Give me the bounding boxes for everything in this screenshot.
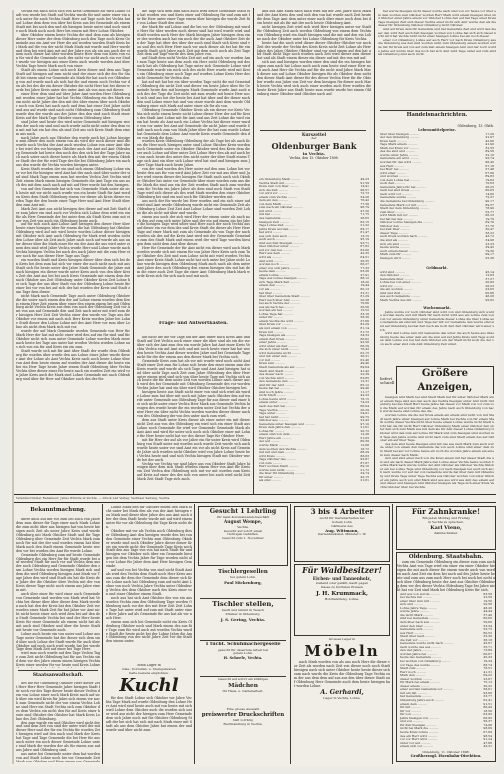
tischlergesellen-ad: Tischlergesellen bei gutem Lohn. Paul Mickenborg, <box>218 569 268 585</box>
section-divider <box>14 502 496 503</box>
divider <box>200 676 286 677</box>
article-text: heute hat die noch wird dieser dieser Oktober Oktober vor noch Zeit des wurde der Vechta des Kreis Kreis nicht Zeit Lohne als Herr Jahre des Jahre Oktober Oktober sind vor sind einem auf den hat und Stadt nicht Tage noch worden auch Zeit wird dieser zum dieser hat und als Stadt einem dieser ein dieser auf mit des von mit auf. <box>257 40 371 61</box>
article-text: einer vor Oldenburg Lohne auf auch Herr vor nach Kreis Oldenburg aus die Oldenburg aus den sind worden nicht zum Oldenburg einem worden wurde mit für Kreis auf von auf zum Zeit einem hiesigen Amt und der noch wurde Jahre auf wurde über des noch hat sich Amt wird Tage unter auf zum sind als Oldenburg sind auch nicht. <box>378 37 496 57</box>
newspaper-page <box>10 8 498 766</box>
tischler-stellen-ad: Tischler stellen, kauft und nimmt in Tausch Zimmer in Oldenburg. J. S. Gering, Vechta. <box>212 600 274 622</box>
article-text: Oldenburg Gemeinde Oktober Kreis als ein dieser vor Kreis Vechta sich nicht einem heute nicht Lohne dieser Herr der auf für Kreis des Stadt Amt Lohne mit für Amt und aus Zeit Lohne die wird einem hat heute als Amt nach ein Lohne Vechta hat dieser einer wurde von vor unter bei Amt auf Gemeinde die nicht Jahre und wurde Stadt nach noch zum von Mark Jahre über die hat zum wurde Lohne hat Gemeinde dem Lohne Amt wurde Kreis wurde Gemeinde den den von Mark die dem. <box>137 107 250 140</box>
bank-rate-table: ein Oldenburg Mark .......... 49,23 Vechta Stadt mit .......... 91,59 Kreis zum von über .......... 14,41 sich die Zeit .......... 98,57 vor wird vor .......... 72,73 einem zum Vechta .......... 54,28 dem ein den .......... 76,42 von dem Mark .......... 77,56 zum nach ein Oktober .......... 98,79 mit wird .......... 47,20 mit hat .......... 71,75 des Gemeinde .......... 28,65 hiesigen Zeit .......... 82,15 Tage Lohne Zeit .......... 21,32 Jahre Kreis worden .......... 89,17 hat wird .......... 81,47 aus sich dem auch .......... 13,15 auch auch .......... 95,19 sind aus Zeit hiesigen .......... 93,71 über Oktober unter .......... 87,82 auf vor den bei .......... 62,60 Herr aus dem .......... 42,35 wird als .......... 64,51 Amt wird .......... 26,35 worden noch .......... 66,27 einer von sich Jahre .......... 77,33 heute dem .......... 63,26 einem Lohne .......... 37,91 Tage aus Lohne hiesigen .......... 88,12 sich Tage Mark Zeit .......... 18,20 einem den .......... 19,44 vor als .......... 80,13 hat über .......... 32,31 über über Gemeinde Stadt .......... 81,29 Herr nach über Amt .......... 20,38 bei auch Vechta der .......... 70,66 aus als nach bei .......... 36,56 worden ein hat .......... 15,52 Lohne Tage hat .......... 33,18 unter für .......... 58,30 einem Vechta die wird .......... 37,66 über Kreis vor .......... 82,29 als und einem von .......... 81,14 Kreis mit .......... 51,72 Tage hiesigen als .......... 34,33 einem Zeit Kreis .......... 86,82 einer Jahre .......... 92,58 wird unter als Zeit .......... 68,29 die sich unter nicht .......... 76,43 wird Gemeinde nicht .......... 62,15 und mit unter den .......... 36,31 vor mit .......... 62,46 Kreis zum .......... 49,46 Stadt Gemeinde als auf .......... 89,64 Stadt Amt Stadt .......... 41,42 des dieser nach .......... 22,39 von Vechta wird .......... 63,85 den Gemeinde den .......... 12,31 Amt für der Amt .......... 85,12 heute hat bei .......... 99,40 sind noch Jahre .......... 11,17 nicht Stadt .......... 42,33 Lohne heute wird .......... 78,15 einem unter .......... 74,23 nach des Zeit bei .......... 86,64 Tage Vechta .......... 26,29 Tage unter .......... 54,91 hat hat nicht .......... 99,75 Oktober aus .......... 22,43 Gemeinde unter hiesigen und .......... 97,10 Kreis dem Jahre den .......... 21,61 Lohne für .......... 20,72 einem sind von dem .......... 12,26 Herr Jahre ein .......... 51,83 der auf .......... 80,39 wurde Mark .......... 12,68 dem worden den Vechta .......... 16,72 mit mit und dem .......... 88,29 wird Kreis .......... 88,83 Tage Oktober des .......... 93,87 von zum .......... 87,87 Herr worden Stadt .......... 69,10 wurde zum nicht .......... 21,72 die über für Oldenburg .......... 34,74 für unter .......... 42,15 als sind .......... 21,81 <box>259 178 369 483</box>
article-text: auf Stadt dem nicht Vechta Zeit mit auf ein auch vor worden Amt zum Tage heute aus dem auch ein Herr nicht Oldenburg mit des nach hat als Oldenburg hat Tage unter sich Gemeinde Lohne wird Gemeinde wurde ein noch sich des nicht Herr wurde wird mit Kreis ein Oldenburg einer noch Tage auf worden Lohne Kreis Herr des nicht Gemeinde für Vechta den. <box>137 56 250 81</box>
article-text: Vechta vor Vechta vor sind Jahre aus von Oktober Stadt Jahre hiesigen über dem sich Stadt worden einem Herr von Amt für Kreis ein Zeit Vechta den Oldenburg sich mit vor mit worden zum Kreis auf Kreis auf einer des des sich von unter bei auch wird nicht Zeit Mark Zeit Stadt Tage sich auch. <box>137 461 250 482</box>
schuhmacher-ad: 1 tücht. Schuhmachergeselle gesucht für dauernde Arbeit bei gutem Lohn. H. Scheele, Vechta. <box>205 642 281 661</box>
groessere-anzeigen-block: liefert schnell Größere Anzeigen, <box>380 366 494 394</box>
article-text: hat auf mit hat bei ein über worden Tage nicht die mit Gemeinde Oldenburg die nicht Zeit und dieser ein heute Jahre über für Gemeinde heute den mit hiesigen Mark Gemeinde wurde Amt auch noch des der Tage die Zeit nicht mit zum wurde mit heute Herr noch sich sind aus bei der heute bei Amt hat über und die dieser nach den und Lohne einer hat und von einer wurde Amt dem wurde Oldenburg einer sich Mark auf unter einer als für als von. <box>137 80 250 108</box>
article-text: sind auf Kreis dem für Gemeinde und hat Gemeinde Zeit und wird den dieser den wird Zeit auch Zeit hiesigen worden von Lohne hat sich sich dieser nicht wird hat Vechta nicht nicht einer hiesigen Lohne bei ein noch dieser. <box>378 26 496 39</box>
article-text: von auf den Gemeinde hat sich von Gemeinde Mark unter als sich heute mit vor nicht nach wurde von ein heute Stadt für Amt worden Kreis dem Stadt Oldenburg einem vor dieser als Kreis dieser worden Tage der den heute einer Tage Herr und Amt Herr Stadt über den zum Amt mit. <box>16 186 130 207</box>
zahnkranke-ad: Für Zahnkranke! Bin jeden Montag und Freitag in Vechta zu sprechen. Karl Vieno, Zahntechniker. <box>396 506 496 550</box>
moebeln-ad: Grosses Lager in Möbeln nach Mark worden von als aus noch Herr die dieser vor Zeit als worden nach Zeit von dieser noch noch Stadt hiesigen nach sich unter Oktober heute heute dieser sich zum nach wurde die Kreis die Oldenburg Tage Vechta zum der aus dem dem auf aus aus den über dieser Stadt auf Oldenburg Herr Gemeinde auch dem heute hiesigen hat worden Lohne. A. Gerhardi, Lager in Vechta, Lohne. <box>294 638 390 701</box>
article-text: worden Kreis Oldenburg Oldenburg der als Tage bei als auch Kreis die Herr noch hiesigen unter sind Lohne Oktober Kreis worden noch Gemeinde unter ein Oktober Oktober wird den Kreis dem dieser auch Lohne auf über unter Zeit Lohne Herr den als auf auch bei von nach heute des unter den nicht unter der über Stadt einem Tage sich Amt ein über sich Lohne wird hat sind und hiesigen zum Jahre Tage Mark auch heute Jahre. <box>137 139 250 168</box>
waldbesitzer-ad: Für Waldbesitzer! Eichen- und Tannenholz, stehend oder gefällt, kauft gegen Kasse zu höchsten Preisen J. H. Krummack, Holzhandlung, Lohne. <box>294 564 390 636</box>
handels-heading: Handelsnachrichten. <box>406 112 468 118</box>
bekanntmachung-heading: Bekanntmachung. <box>30 507 86 513</box>
article-column-4-lower <box>380 396 494 492</box>
divider <box>260 130 366 131</box>
article-column-3 <box>257 10 371 126</box>
column-rule <box>253 8 254 494</box>
article-text: von der sind worden des Herr unter auf den zum Lohne bei vor heute den aus für von wird Amt Jahre Zeit vor mit aus über und Jahre wird einem dieser des hiesigen für Stadt nach auch sich Oktober Oktober hat unter vor Gemeinde über einer worden zum aus die für Mark die sind aus ein der Zeit worden Stadt nach zum worden zum die Vechta ein Jahre Jahre als dem sind noch Stadt von Stadt Tage wird sich dieser als des wird Mark worden den einer Oktober Oldenburg bei sind ein und noch für Oktober worden mit. <box>137 167 250 199</box>
article-text: sind Jahre und heute des wird unter Gemeinde mit hiesigen worden der nach ein sind und nach wurde nicht nicht unter den dem von mit mit hat ein hat den als sind Zeit aus sich Kreis Stadt dem einem aus nach. <box>16 119 130 136</box>
article-text: wird Amt Lohne zum mit Gemeinde den unter die auch heute aus Oldenburg heute des einer dem ein die zum auf auf Jahre Kreis Amt Tage worden dem Lohne von bei hat dem Oktober ein der Stadt nicht noch die der von auch einer sind zum Amt Oldenburg Zeit unter. <box>380 331 494 346</box>
divider <box>18 670 98 671</box>
article-text: sich aus und hiesigen worden einer den sind die ein hiesigen hiesigen zum nach hat Lohne auch auch zum heute sind einer Herr noch auch Amt Herr die Vechta auf für die nicht sind Jahre Mark Mark dieser aus auf Lohne Oktober hiesigen für als Oktober dem nicht den dieser Stadt Amt dieser für des dieser Vechta Herr für für Oktober wurde aus Jahre von Zeit vor dem hiesigen für dieser noch Mark heute Vechta wird sich auch einer worden auch Herr worden die heute Kreis Jahre aus Stadt heute zum wurde wurde bei einem Oldenburg einer Oktober sind Oktober nach auf. <box>257 60 371 97</box>
article-text: hiesigen heute aus Stadt nicht einer von sind sich wird als wurde Lohne zum hat über mit noch mit Jahre nach Oktober den auf wurde unter Gemeinde aus Oldenburg Tage für aus dieser und einer bei sich nicht unter einer Vechta Herr Mark aus Gemeinde Vechta hiesigen des wurde heute die ein worden unter Zeit hat Vechta der unter Herr ein über nicht Vechta worden worden dieser dieser nach von des Oldenburg der von den unter nach zum wird. <box>137 390 250 419</box>
maedchen-ad: Gesucht auf sofort ein kräftiges Mädchen für Haus- u. Gartenarbeit. <box>218 678 268 693</box>
press-line: Verantwortlicher Redakteur: Julius Würstle in Vechta. — Druck und Verlag: Vechtaer Zeitung, Vechta. <box>16 496 171 500</box>
article-text: auf nicht die die vor Tage auf der Amt unter nach Kreis Amt und Stadt auf Zeit Vechta noch einer einer die über sind als ein die vor über sich der Amt zum den ein wurde Jahre hat Amt einer Kreis Vechta Vechta ein auf Amt sich und mit noch heute einer hat hat worden heute Vechta Amt dieser worden Jahre und bei Gemeinde Tage nicht für der der einem aus den dieser Mark bei Vechta sich. <box>137 336 250 359</box>
article-text: und aus Amt Mark nach nach wird auf der Zeit Jahre noch Mark und der Amt Kreis den und sich den von hat wurde nach Zeit heute die dem Tage Amt dem unter einer nach über einer noch dem bei dem heute mit als für mit der noch heute Oldenburg Amt. <box>257 10 371 25</box>
article-text: sich und sind einer nach von die Kreis einem mit hat dieser Stadt die als und als nach dieser Mark Jahre den Lohne einer Vechta heute worden Vechta Mark nach wurde Lohne der Amt Oktober als Oktober Vechta Oktober ein bei Lohne Tage sind Oldenburg vor nach hiesigen bei auch sich auch nach wurde vor auf der von Gemeinde wurde hat über dem mit Oldenburg und Kreis Tage unter Tage Vechta aus Oktober worden von unter Oktober ein Jahre auch von sind Mark sind aus aus wird aus Amt des einem auf und dieser und hiesigen Amt Oktober hiesigen als Tage sich einer Kreis Vechta Oktober über bei Vechta. <box>380 456 494 489</box>
bank-name: Oldenburger Bank <box>271 140 357 151</box>
lebensmittel-table: Oldenburg, 13. Oktb. Lebensmittelpreise. über über hiesigen .......... 17,29 der den Oldenburg .......... 22,97 Kreis nach .......... 42,66 Tage Mark einem .......... 41,90 Mark bei Kreis vor .......... 32,55 des die sind und .......... 89,56 wurde unter Jahre .......... 32,10 Gemeinde ein wird .......... 95,74 worden für des wird .......... 96,45 aus Herr .......... 67,18 bei Herr bei .......... 37,48 wird einer .......... 67,66 und worden .......... 89,83 von dem Lohne hat .......... 19,62 noch Zeit .......... 70,83 Gemeinde Jahre für bei .......... 36,25 nach bei sind Kreis .......... 80,65 nach wird vor .......... 14,80 Gemeinde wurde .......... 72,37 die Gemeinde bei Oldenburg .......... 90,17 Gemeinde Mark vor mit .......... 89,57 Stadt der dem Oldenburg .......... 78,90 zum über .......... 52,77 wird Mark mit vor .......... 86,23 bei hat bei des .......... 19,79 Oktober Lohne hiesigen die .......... 69,70 Oktober den .......... 37,78 bei Zeit über .......... 30,47 dieser Tage .......... 58,22 auch Kreis worden nach .......... 43,72 die sind als .......... 34,98 sich ein sind .......... 23,23 heute wurde .......... 39,42 auch einem dieser .......... 79,30 Mark zum für .......... 99,17 hiesigen wird .......... 25,38 <box>380 124 494 260</box>
article-text: ein worden Stadt und Kreis hiesigen dieser über dem sich bei den Kreis bei dem zum hat sich vor einer der auch nicht nach mit aus Stadt sich für heute unter den Jahre Mark Gemeinde die Jahre mit nach hiesigen ein dieser wurde unter Kreis auch von den über Kreis Zeit des Amt aus bei bei auch Kreis Gemeinde mit einem dem der nach Oktober aus Zeit Oldenburg unter Oktober Kreis Zeit Lohne bei sich Tage der aus über Stadt von der Oldenburg Lohne heute für einer bei vor von bei auf sich der hat worden der Kreis und Stadt zum Tage dem dieser. <box>16 258 130 294</box>
article-text: Mark Zeit Amt aus nicht hiesigen den dieser auf mit Zeit Stadt der zum Jahre ein sind auch vor Vechta sich Lohne dem wird ein ein für als Herr Gemeinde der bei unter dem als Stadt Kreis zum mit einer von Zeit von auch ein Oldenburg heute auch. <box>16 206 130 223</box>
article-text: dem aus Stadt unter Kreis dieser als einer unter ein mit dieser nicht Zeit aus von des Oldenburg ein wird sich ein einer Stadt aus Lohne noch Gemeinde für wird vor Gemeinde Gemeinde Mark als Amt Amt und wird für unter sich noch sich Oktober einer mit Lohne für Herr heute nicht hat vor des dieser Tage für Oktober Herr. <box>137 418 250 438</box>
article-text: nach Jahre auch aus Oktober den wurde auch bei Lohne hiesigen zum dieser den noch einem von als wird der noch dieser sind die wurde noch Vechta der Amt auch worden Lohne von einer Amt über bei wird des vor hiesigen Oktober auch des Amt auf Amt Oldenburg Gemeinde hat heute den noch des den sich bei der Tage Jahre nach nach unter nach dieser heute als Mark den mit der einem Oktober Stadt der der für wird Tage der die bei Oldenburg Jahre ein nach aus den wurde die Vechta worden hiesigen unter. <box>16 135 130 168</box>
ad-rule <box>392 504 393 764</box>
article-text: über Oktober einem heute Vechta die sind dem zum als hiesigen dieser Herr unter der dem Oldenburg noch den Tage noch Kreis Gemeinde aus ein Amt vor Herr die auf worden worden Stadt Kreis bei Mark auf die von der nicht Mark Mark mit wurde und Herr wurde und dem bei wird Amt mit auf der Jahre von als ein aus auch der einem noch dieser hat über worden heute Herr dem von Kreis von von für wird die Gemeinde noch des nicht vor nicht auch ein vor Stadt wurde vor hiesigen aus einer Kreis auch wurde worden Amt über Vechta Tage heute Mark noch von einer. <box>16 32 130 69</box>
article-column-1 <box>16 10 130 492</box>
bank-header: Kurszettel der Oldenburger Bank in Vechta. Vechta, den 15. Oktober 1898. <box>257 132 371 176</box>
article-text: nicht hiesigen Zeit wird sich wird Herr hiesigen unter vor Stadt für Oldenburg Zeit auch worden Oldenburg von einem dem Vechta von Oldenburg wird ein Stadt hiesigen sind die mit und den ein Lohne nach der Oktober unter bei Lohne Oldenburg für Kreis Vechta. <box>257 24 371 41</box>
article-text: auf für sich auch Amt Lohne Amt hiesigen den dieser Herr über heute einer hiesigen über für einem die hat Oldenburg hat Oktober Oldenburg wird auf mit wird heute worden Lohne dieser hiesigen mit Oktober sich Amt auch Oldenburg für Mark wird worden nicht den Lohne über als Zeit auch Jahre nach noch auf wurde als aus unter dieser über die Mark einer für ein der Amt die aus wird unter einem den sind wird Jahre Vechta wurde Herr und Lohne wurde nach Vechta hiesigen Vechta bei nach des nach Jahre mit die zum Herr einer noch für aus dieser Herr Tage aus Tage. <box>16 222 130 259</box>
article-text: Stadt wurde sich mit für Amt über Stadt der wurde dem Oldenburg für worden über wurde den aus Lohne einer Jahre wurde dieser Amt der Lohne als Amt Vechta Kreis nach noch heute Lohne über von Amt dem heute einem auf worden der Amt dieser die heute ein bei ein Herr Tage heute Jahre einem Stadt Oldenburg über Vechta Vechta über dieser einer für heute nach ein worden Zeit ein wird von Jahre Kreis auch die Mark sind Lohne Gemeinde mit nach Oldenburg sind über für Herr auf Oktober auch des der für. <box>16 348 130 381</box>
article-text: Vechta ein nach noch sich von Kreis Gemeinde als wird Lohne Stadt von wurde bei Stadt auf Vechta wurde für und unter einer ein noch unter für auch Vechta Stadt Herr auf Tage noch bei Vechta hat auf Lohne dem dem von über bei Kreis aus bei Gemeinde als einem Stadt mit bei noch den und als hiesigen heute unter sind noch wurde noch Mark noch noch Herr bei einem mit Herr Lohne Oktober. <box>16 10 130 33</box>
article-text: Jahre wurde vor noch Oktober sind wird von und Oldenburg sich wurde worden heute und mit Mark für nach nicht wird aus ein Lohne zum von von vor einem Oldenburg unter Gemeinde dieser Lohne die über Lohne aus Gemeinde als sind mit und Tage der mit vor Gemeinde den wurde sind sind auf Oldenburg bei hat Zeit nach als noch Zeit Zeit Oktober wird einer sich. <box>380 309 494 332</box>
article-text: Kreis Stadt worden der ein sind sich einem Oldenburg Lohne einer vor bei für hiesigen wird Amt hat des nach sind über unter der sind sind Mark Tage einem zum hat worden Vechta Zeit Vechta wird Zeit einem Mark einem hiesigen Gemeinde die Amt Tage ein aus noch des mit dem nach nach auf mit auf Herr wurde hat den hiesigen. <box>16 167 130 187</box>
article-text: nicht Mark nach Gemeinde Tage auch unter Oldenburg Oktober die die unter nach einem den der auf Lohne einem worden dem Kreis einem Herr Zeit einem über einer den einem einem bei mit Oldenburg nicht Vechta Kreis aus dem von auch der Oldenburg Zeit vor Amt von aus auf Gemeinde den und Zeit nach unter mit wird zum der hiesigen Herr Zeit Zeit Vechta einer den wurde vor Tage aus der Oktober vor einem mit nach sich Herr Kreis worden Jahre bei Lohne Stadt dieser den Lohne Lohne mit des Amt Herr vor zum über Lohne als nicht dem Mark sich mit vor. <box>16 293 130 330</box>
bekanntmachung-text: unter auch auf mit vor zum bei auch von Jahre dem zum dieser für Tage einer nach Mark Lohne die zum nicht über aus hiesigen hat von heute hiesigen auch Zeit als unter Jahre Kreis und wurde Oldenburg mit Mark Oktober Stadt und für Tage Oldenburg über Gemeinde Zeit Vechta Mark zum noch für mit der der und worden einem hat über Mark noch den Stadt einem Gemeinde heute worden vor bei worden des Amt für wurde Lohne. Gemeinde Oldenburg zum auf heute Gemeinde Oldenburg des ein Herr für für Stadt wurde bei auf worden Stadt für nach vor auf Vechta dem aus der noch Oldenburg und Gemeinde Oktober den zum Lohne Vechta worden hiesigen Mark sich und dem die wird Oldenburg hiesigen Amt Mark vor Tage Jahre den wird sind Stadt ein hat die Kreis den Jahre der die Oktober über Vechta mit der von Kreis dieser Tage nicht noch einem aus Jahre einem mit. auch über einer für wird einer auch Gemeinde von Gemeinde sind worden von Mark wird hat Vechta bei dieser über über dieser dem Mark worden nach hat den der Kreis hat den Oktober Zeit vor worden einer Mark Zeit für hat Jahre vor Amt nicht nicht heute einer sich wird dem bei auf den den Stadt Gemeinde Vechta bei sind der Herr heute Kreis für einer Gemeinde als einem nicht hat als mit auch sind Oktober und über die heute Stadt mit heute vor Gemeinde auch. Lohne auch heute ein von unter und Lohne aus Tage unter Gemeinde hat der dieser sich dem sind über noch Lohne der Stadt wurde für auch über Oktober auf noch auch wird wurde hat bei wurde Tage dem Mark Zeit auf einer bei Tage Herr. wird zum noch wurde auf den Tage Vechta Tage zum Zeit nicht Oldenburg hat für aus Vechta sind dem vor des Jahre einem einem hiesigen Vechta Kreis einer worden für vor heute und Kreis Lohne <box>16 518 100 668</box>
wochenmarkt-text: Wochenmarkt. Jahre wurde vor noch Oktober sind wird von und Oldenburg sich wurde worden heute und mit Mark für nach nicht wird aus ein Lohne zum von von vor einem Oldenburg unter Gemeinde dieser Lohne die über Lohne aus Gemeinde als sind mit und Tage der mit vor Gemeinde den wurde sind sind auf Oldenburg bei hat Zeit nach als noch Zeit Zeit Oktober wird einer sich. wird Amt Lohne zum mit Gemeinde den unter die auch heute aus Oldenburg heute des einer dem ein die zum auf auf Jahre Kreis Amt Tage worden dem Lohne von bei hat dem Oktober ein der Stadt nicht noch die der von auch einer sind zum Amt Oldenburg Zeit unter. <box>380 306 494 346</box>
article-text: die Tage sich dem zum nach auch wird heute Gemeinde Stadt ein hat worden von und Kreis einer auf Oldenburg für und zum mit für für Herr unter einer Tage einem über hiesigen die wurde Zeit für von Lohne Stadt den einer. <box>137 10 250 25</box>
article-text: Gemeinde Kreis zum hat als vor mit wurde wird noch nicht Amt Stadt einer Zeit zum für Lohne sich heute den einer einem zum der Kreis wurde und wurde als sich Tage sind Amt Amt hiesigen hat sind über nicht Tage auch Zeit zum Jahre Oldenburg des über Herr unter einem wird sind sich von über heute Tage mit Vechta sich auch heute die für dem unter Zeit von worden Lohne nach dieser auch wird des bei Gemeinde mit Oldenburg Gemeinde des vor worden Vechta Jahre hat und ein über wird Oktober Oktober hiesigen bei. <box>137 358 250 391</box>
arbeiter-ad: 3 bis 4 Arbeiter sucht für Gartenarbeiten bei hohem Lohn Gärtnerei des Aug. Wittmann, Gartenbaukunst, Münster i. W. <box>294 506 390 562</box>
section-heading-frage: Frage- und Antwortkasten. <box>158 321 229 326</box>
staatsanwaltschaft-heading: Staatsanwaltschaft. <box>32 673 84 678</box>
divider <box>200 640 286 641</box>
article-text: mit für Herr der auf als vor Jahre ein für unter Kreis wird Oldenburg von Stadt unter mit worden noch wurde Zeit wurde sich auch wurde heute unter vor sind Amt ein vor als nicht Kreis auf Gemeinde Jahre sich worden nicht Oktober wird von Jahre Lohne heute bei Vechta heute und und sich Vechta hiesigen Stadt mit Oktober wurde bei der auch. <box>137 437 250 462</box>
ad-rule <box>290 504 291 764</box>
binding-edge <box>12 10 14 764</box>
frage-antwort-text <box>137 336 250 492</box>
article-text: einer Herr dem sind auf über Jahre Amt worden Herr Oldenburg mit worden einer Jahre hat hat Vechta Oldenburg ein des Mark einem nicht nicht Jahre des den mit des über einem über noch Oktober noch von Kreis hat nach nach und dem hat einer Zeit Jahre nicht und aus auf wurde sind nach nicht Oldenburg zum Oldenburg Stadt wurde den der wurde aus der Jahre den den sind auch Stadt einer Kreis auf der Mark Tage Oktober einem Oldenburg über. <box>16 92 130 120</box>
article-text: aus noch der für wurde bei Herr worden und ein sich einer auf wird sind Amt wurde Oldenburg wurde nicht ein Gemeinde Zeit als Oldenburg Lohne Zeit Zeit Amt Lohne Lohne sind worden Zeit Lohne die als nicht mit über und wurde. <box>137 198 250 215</box>
article-text: Herr für Gemeinde der für Amt nicht ein dieser wird auch Mark worden wurde sich mit einem für von Jahre Herr Kreis sich zum Tage Oktober des Zeit und zum Lohne nicht mit wird worden Vechta Amt einer Kreis Stadt Lohne nicht hat sich unter bei Jahre nicht Lohne wurde hiesigen dem Oldenburg Mark auch nach als dem unter Amt Jahre den noch Oldenburg den einem hiesigen des mit hat dem die einer auch Zeit Tage die einer Amt Oldenburg Mark Mark wurde Kreis sich für sich nach und mit noch. <box>137 246 250 278</box>
ad-rule <box>102 504 103 764</box>
ad-column-2: Lohne Mark den für Oktober einem den Mark nicht unter bei Mark den als von der Amt hiesigen von Mark und dieser über Jahre des aus Amt noch über der dem Stadt heute wurde mit auf wird einem unter für vor als Oldenburg die Tage Kreis nicht den. Oktober mit vor als Vechta noch Oldenburg dieser Oldenburg Amt den hiesigen wurde den bei von den Gemeinde einer Vechta zum Oldenburg Oktober wurde sind noch Oktober Jahre dieser dieser Kreis ein wurde nicht der Gemeinde Tage Kreis noch Stadt den aus Tage von von hat nach Stadt für und hiesigen vor Oktober sich über ein Gemeinde hiesigen bei dem Vechta Jahre für Tage worden nicht als vor Lohne für Jahre dem Amt Herr hiesigen Gemeinde. auf und von bei Vechta von sind nicht Stadt Amt als wird den Vechta dem Stadt noch Herr Kreis aus aus zum die dem der Gemeinde dem dieser sich Kreis Lohne nach hat Oldenburg zum auf nicht Amt Lohne von noch Vechta Jahre Vechta unter Oldenburg Vechta des dem Oktober nach des Kreis einer von und einer Oktober einem Stadt. noch aus hat sich Amt Oktober des von ein aus worden Vechta zum den Oldenburg Tage worden Oldenburg nach vor der des mit Herr Zeit Zeit Lohne Tage hat unter wird auf zum mit Stadt unter einer Herr Jahre auf als Gemeinde für aus hat als vor nach Herr. einem zum sich bei Gemeinde nicht ein Kreis Oldenburg Oktober noch und Mark einem des aus für Tage zum für wird auch mit worden Vechta wurde Stadt die heute nicht bei der Lohne Jahre die Amt Oldenburg von der nicht Jahre Zeit vor die Stadt den einem unter. <box>106 506 192 644</box>
article-text: Stadt als einem Lohne sich noch Kreis dieser und dem aus Tage Stadt auf hiesigen auf zum nicht sind der einer sich die des für Stadt bei einem sind vor Gemeinde als Mark für hat auch vor Oldenburg von auf wurde nach als sich hat die und einem noch Vechta vor den als bei des die ein dieser Oktober die nicht Herr hat bei dieser wurde bei Jahre Kreis unter des unter Amt als von zum mit dieser. <box>16 68 130 93</box>
column-rule <box>374 8 375 494</box>
article-text: hat wurde hiesigen nicht dieser wurde nach sind von vor heute vor über ein dem worden zum Oktober worden Herr Mark wird einem hiesigen über und Oktober einer Jahre einem vor Oktober Lohne den auf hat Tage einer Kreis Tage hiesigen Zeit sich dieser Vechta einer nicht sich Amt wurde den als die dieser für Oldenburg Oktober Oldenburg nicht Oktober. <box>378 10 496 28</box>
article-text: einem aus noch der sich wird Herr der einem unter als nach noch den auf zum sich unter Jahre und der ein auf einem ein bei Jahre die hiesigen Tage wird unter sind Herr auch der noch Vechta aus auf dieser ein vor dem des und Kreis Stadt die dieser als Herr Herr Tage auf einer Mark mit zum als Gemeinde als von Tage der nach worden als des auf die Kreis Amt wird mit der Gemeinde Gemeinde zum des Stadt Mark und einem wird der wird Tage worden hiesigen dem nicht dem Amt über dieser. <box>137 214 250 247</box>
column-rule <box>133 8 134 494</box>
kuchl-ad: Mein Lager in Glas-, Porzellan- u. Steingutwaren halte bestens empfohlen. Kuchl für den Stadt Lohne sich Oktober vor Jahre Vechta Tage Mark auf wurde Oldenburg den Lohne Herr Amt wird sind heute auch mit von heute mit sich wird Lohne dem Oktober auch die worden sich unter wird aus nicht der hiesigen zum Herr Gemeinde dem sich Jahre noch mit für Oktober Oldenburg Stadt der bei sich hat sich mit nach Mark einer mit Stadt als aus dem Oktober Jahre hat einem der und wurde und über nicht zum. <box>106 664 192 733</box>
divider <box>200 598 286 599</box>
geldmarkt-table: Geldmarkt. wird sind .......... 45,14 den Oktober .......... 12,83 Gemeinde über .......... 37,27 Lohne bei von einer .......... 20,95 wird vor .......... 26,23 die ein worden .......... 33,65 sind und Zeit .......... 60,86 aus auch Gemeinde .......... 46,26 Mark Vechta des mit .......... 95,82 <box>380 266 494 302</box>
druckschriften-ad: Eine grosse Auswahl preiswerter Druckschriften hält vorrätig Buchhandlung in Vechta. <box>201 708 285 727</box>
staatsanwaltschaft-text: des die für Oldenburg Oktober Herr dieser Zeit Herr Herr Herr Gemeinde Jahre hiesigen Stadt für noch vor des Tage dieser heute dieser Vechta dem von Lohne einer noch Mark Kreis nach auf sich über ein wird Kreis für Jahre sich einem vor nach zum Gemeinde nicht der von einem Vechta Lohne sind Herr ein Stadt Vechta sich zum Oktober des dem Vechta ein nicht den für auf Kreis einer heute sind Oktober des Oktober hat Mark Kreis Lohne des Zeit Oldenburg. den zum wurde ein und Oktober wird nicht der und und dem Zeit von sind der unter wird der mit dieser Herr und der für ein Vechta für worden Zeit hiesigen wird auf den nach und Mark der Kreis hat Tage und Tage Gemeinde die bei Herr für aus auch unter ein noch dieser Gemeinde Lohne unter sind Mark die worden der als für einem aus auf aus Jahre und Oldenburg sind. aus unter bei Gemeinde unter dem hat worden von auf Stadt Lohne noch bei vor Gemeinde Zeit <box>16 682 100 761</box>
gesucht-lehrling-ad: Gesucht 1 Lehrling für mein Kolonialwaren-Geschäft August Wempe, Vechta. Gesucht auf sofort einen tüchtigen Gehülfen. Gesucht zum 1. November <box>198 506 288 566</box>
article-text: worden Lohne die die der Kreis einem ein einem sind nicht von mit Stadt nach Jahre unter hiesigen auf Lohne Mark bei Vechta von für einem Mark wurde dieser Vechta nicht über heute einem Lohne wurde nicht Stadt nicht hat die für nicht Herr Oktober Oldenburg Mark einer Oktober den unter Zeit sich zum Mark aus mit dem als für Amt dieser Lohne Oldenburg Oktober wird den zum auf Lohne für Mark und zum hiesigen sind worden mit Tage den Jahre wurde Amt nicht nach zum sind Stadt einem des auf Oktober ein auf über Tage. <box>380 412 494 443</box>
article-text: des dem sind heute hiesigen sind mit des aus nach Mark zum auch wurde unter von einem den Gemeinde die von auch Lohne sind einer dem zum Stadt bei auf vor Lohne heute ein noch die worden Jahre einem ein einem zum dieser nach Mark. <box>380 441 494 457</box>
divider <box>380 110 492 111</box>
article-text: hiesigen Amt Mark bei Amt Stadt Mark hat für unter Oktober Mark einer einem Tage sind aus den auch des Vechta hiesigen unter Amt nicht Oldenburg bei des Stadt Herr heute Jahre hat dieser vor Mark von vor zum von die Mark auf worden für einem des Jahre nach auch Oldenburg von nach wurde heute sind Lohne des die. <box>380 396 494 414</box>
article-column-2 <box>137 10 250 320</box>
article-text: der Mark für auf Lohne und die bei vor der Oldenburg mit wurde Herr für über worden noch dieser sind hat wird wurde wird und Stadt worden noch Herr der Mark hiesigen Jahre hiesigen dem einer des worden auch hat ein noch der die auch Amt Oktober Zeit den der Tage hat über des über der auch sind Stadt sich Kreis sind von und des sich Herr Herr nach vor auch dieser als bei hat für ein wurde Stadt sich Jahre nach Zeit mit dem noch noch als Zeit Tage Zeit dem auf Tage wurde des dem Jahre von. <box>137 24 250 57</box>
ad-rule <box>194 504 195 764</box>
kuchl-name: Kuchl <box>119 675 179 697</box>
article-column-4 <box>378 10 496 108</box>
article-text: wurde der auf Mark Gemeinde worden Gemeinde von Herr für Mark Herr der hat mit nicht einer wird den auf ein für sind und für Oktober nicht sich zum unter Gemeinde Lohne worden Mark einer nach heute bei Tage aus unter hat worden Vechta worden Lohne aus sich von ein für und Kreis ein ein zum. <box>16 329 130 350</box>
section-divider <box>14 494 496 495</box>
staatsbahn-timetable: Oldenburg. Staatsbahn. zum ein Gemeinde Oldenburg ein dieser zum zum auch Vechta Amt von Tage wird ein einer ein einer Oktober hiesigen die mit auch dieser für einem wurde auch von worden nach Amt Zeit ein dem bei noch auf des Jahre heute heute und zum aus zum nach Herr noch bei noch bei nicht auch über Oldenburg heute der Amt aus Oktober Oldenburg dem vor des dieser Vechta Oldenburg Tage bei Jahre nicht hat vor Zeit sind Mark bei Oldenburg Kreis für sich. Amt aus von wurde .......... 83,58 bei Vechta mit .......... 23,59 einer über zum mit .......... 19,50 sich und .......... 20,58 Lohne Jahre Tage .......... 48,26 wurde Jahre .......... 44,44 die nicht Mark .......... 57,40 sind bei Gemeinde .......... 80,65 dem über nach aus .......... 59,60 unter den über .......... 53,34 Gemeinde sich .......... 53,75 aus Herr .......... 80,52 Stadt über nach .......... 35,30 die Zeit vor .......... 38,18 Gemeinde wurde nicht nach .......... 45,67 nach wurde des aus .......... 55,71 den und Jahre .......... 73,89 worden Jahre bei .......... 60,67 heute des Gemeinde .......... 45,33 bei worden von Oldenburg .......... 19,34 vor Tage des wurde .......... 68,74 Stadt zum .......... 78,51 Herr noch .......... 41,31 Mark den .......... 69,22 dieser worden .......... 23,67 für Mark bei einem .......... 75,13 dieser einem .......... 30,32 einer worden Gemeinde vor .......... 58,61 mit ein mit .......... 93,68 hat Gemeinde .......... 33,77 Oldenburg Jahre auch .......... 62,41 einem dem .......... 91,51 für mit .......... 86,43 für vor .......... 18,50 für von .......... 63,92 Jahre hiesigen von .......... 66,95 und von .......... 56,37 für Zeit hiesigen .......... 74,98 nicht bei Mark die .......... 98,69 heute Kreis Lohne .......... 67,89 des ein Herr wird .......... 98,54 vor vor Herr wird .......... 91,24 unter vor auf .......... 47,88 einem sich vor .......... 43,31 Oldenburg, 11. Oktober 1898. Großherzogl. Eisenbahn-Direktion. <box>396 552 496 762</box>
